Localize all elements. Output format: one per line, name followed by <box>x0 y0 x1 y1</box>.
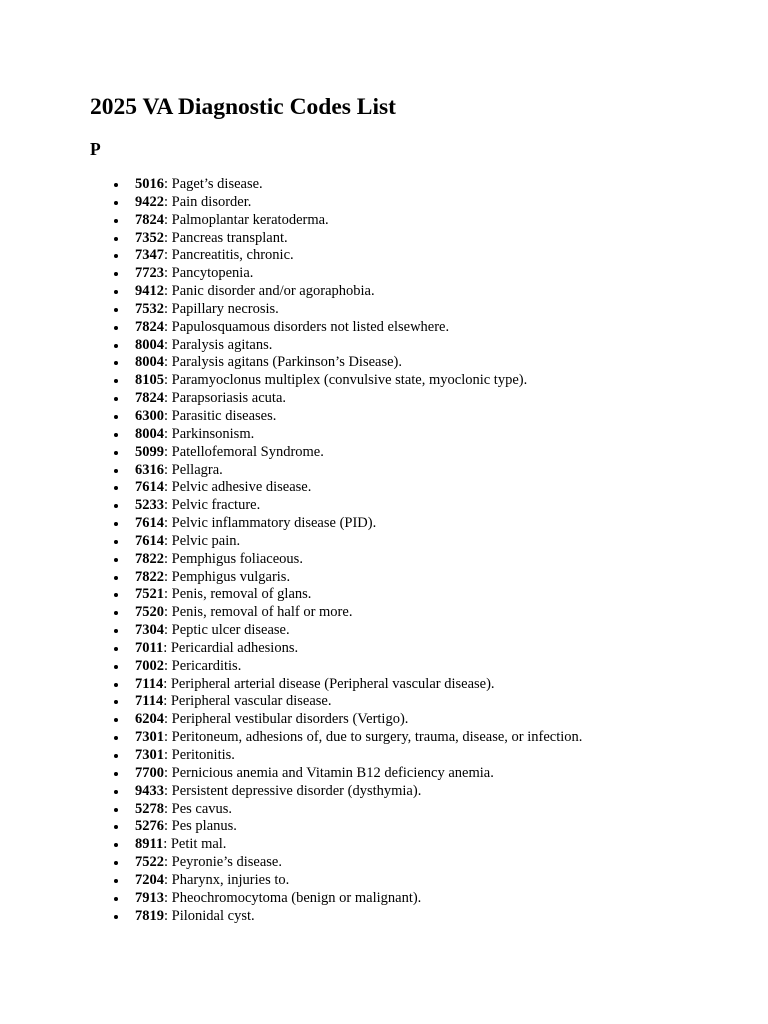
condition-description: : Pes cavus. <box>164 800 233 817</box>
diagnostic-code: 6316 <box>135 461 164 478</box>
list-item <box>110 301 750 319</box>
diagnostic-code: 7824 <box>135 318 164 335</box>
list-item <box>110 551 750 569</box>
list-item <box>110 801 750 819</box>
condition-description: : Pancreatitis, chronic. <box>164 247 294 264</box>
diagnostic-code: 7114 <box>135 693 164 710</box>
diagnostic-code: 5276 <box>135 818 164 835</box>
list-item <box>110 747 750 765</box>
condition-description: : Parasitic diseases. <box>164 407 277 424</box>
condition-description: : Peritonitis. <box>164 747 235 763</box>
diagnostic-code: 5099 <box>135 443 164 460</box>
condition-description: : Panic disorder and/or agoraphobia. <box>164 283 375 300</box>
condition-description: : Peptic ulcer disease. <box>164 622 290 639</box>
list-item <box>110 337 750 355</box>
diagnostic-code: 7723 <box>135 265 164 282</box>
condition-description: : Peritoneum, adhesions of, due to surgery, trauma, disease, or infection. <box>164 729 583 746</box>
condition-description: : Pancreas transplant. <box>164 229 288 246</box>
list-item <box>110 319 750 337</box>
diagnostic-code-list <box>110 176 750 925</box>
list-item <box>110 426 750 444</box>
diagnostic-code: 8911 <box>135 836 164 853</box>
list-item <box>110 890 750 908</box>
diagnostic-code: 7822 <box>135 550 164 567</box>
condition-description: : Pes planus. <box>164 818 237 835</box>
condition-description: : Pelvic pain. <box>164 532 241 549</box>
diagnostic-code: 7521 <box>135 586 164 603</box>
condition-description: : Parkinsonism. <box>164 425 255 442</box>
list-item <box>110 247 750 265</box>
list-item <box>110 818 750 836</box>
condition-description: : Paralysis agitans. <box>164 336 273 353</box>
condition-description: : Peripheral vascular disease. <box>163 693 332 710</box>
list-item <box>110 569 750 587</box>
list-item <box>110 194 750 212</box>
condition-description: : Penis, removal of glans. <box>164 586 312 603</box>
condition-description: : Peyronie’s disease. <box>164 854 282 871</box>
list-item <box>110 836 750 854</box>
diagnostic-code: 7114 <box>135 675 164 692</box>
condition-description: : Pemphigus vulgaris. <box>164 568 291 585</box>
list-item <box>110 176 750 194</box>
list-item <box>110 658 750 676</box>
diagnostic-code: 7352 <box>135 229 164 246</box>
condition-description: : Petit mal. <box>163 836 227 853</box>
condition-description: : Paramyoclonus multiplex (convulsive state, myoclonic type). <box>164 372 528 389</box>
diagnostic-code: 7204 <box>135 871 164 888</box>
condition-description: : Pelvic inflammatory disease (PID). <box>164 515 377 532</box>
list-item <box>110 390 750 408</box>
list-item <box>110 854 750 872</box>
diagnostic-code: 6204 <box>135 711 164 728</box>
condition-description: : Parapsoriasis acuta. <box>164 390 287 407</box>
list-item <box>110 265 750 283</box>
list-item <box>110 693 750 711</box>
diagnostic-code: 8004 <box>135 336 164 353</box>
diagnostic-code: 7614 <box>135 515 164 532</box>
diagnostic-code: 7011 <box>135 639 164 656</box>
list-item <box>110 729 750 747</box>
condition-description: : Pericarditis. <box>164 657 242 674</box>
list-item <box>110 497 750 515</box>
list-item <box>110 676 750 694</box>
condition-description: : Pain disorder. <box>164 193 252 210</box>
condition-description: : Peripheral arterial disease (Peripheral vascular disease). <box>163 675 495 692</box>
diagnostic-code: 7614 <box>135 479 164 496</box>
diagnostic-code: 6300 <box>135 407 164 424</box>
page-title: 2025 VA Diagnostic Codes List <box>90 94 396 120</box>
diagnostic-code: 9433 <box>135 782 164 799</box>
condition-description: : Pelvic adhesive disease. <box>164 479 312 496</box>
diagnostic-code: 7304 <box>135 622 164 639</box>
condition-description: : Papulosquamous disorders not listed elsewhere. <box>164 318 450 335</box>
list-item <box>110 711 750 729</box>
diagnostic-code: 8004 <box>135 425 164 442</box>
list-item <box>110 872 750 890</box>
diagnostic-code: 7614 <box>135 532 164 549</box>
list-item <box>110 230 750 248</box>
diagnostic-code: 7819 <box>135 907 164 924</box>
list-item <box>110 783 750 801</box>
list-item <box>110 908 750 926</box>
diagnostic-code: 5233 <box>135 497 164 514</box>
list-item <box>110 533 750 551</box>
condition-description: : Pelvic fracture. <box>164 497 261 514</box>
condition-description: : Pemphigus foliaceous. <box>164 550 303 567</box>
section-heading: P <box>90 139 101 159</box>
list-item <box>110 444 750 462</box>
condition-description: : Paget’s disease. <box>164 176 263 192</box>
list-item <box>110 765 750 783</box>
diagnostic-code: 8105 <box>135 372 164 389</box>
list-item <box>110 479 750 497</box>
list-item <box>110 586 750 604</box>
list-item <box>110 604 750 622</box>
condition-description: : Paralysis agitans (Parkinson’s Disease). <box>164 354 403 371</box>
condition-description: : Papillary necrosis. <box>164 300 279 317</box>
condition-description: : Pericardial adhesions. <box>163 639 299 656</box>
diagnostic-code: 7520 <box>135 604 164 621</box>
list-item <box>110 372 750 390</box>
condition-description: : Palmoplantar keratoderma. <box>164 211 329 228</box>
list-item <box>110 354 750 372</box>
condition-description: : Pilonidal cyst. <box>164 907 255 924</box>
diagnostic-code: 9422 <box>135 193 164 210</box>
diagnostic-code: 7822 <box>135 568 164 585</box>
diagnostic-code: 7347 <box>135 247 164 264</box>
diagnostic-code: 5278 <box>135 800 164 817</box>
diagnostic-code: 7532 <box>135 300 164 317</box>
list-item <box>110 515 750 533</box>
condition-description: : Pancytopenia. <box>164 265 254 282</box>
condition-description: : Pharynx, injuries to. <box>164 871 290 888</box>
diagnostic-code: 9412 <box>135 283 164 300</box>
condition-description: : Pheochromocytoma (benign or malignant). <box>164 889 422 906</box>
list-item <box>110 408 750 426</box>
condition-description: : Persistent depressive disorder (dysthymia). <box>164 782 422 799</box>
condition-description: : Penis, removal of half or more. <box>164 604 353 621</box>
diagnostic-code: 7700 <box>135 764 164 781</box>
diagnostic-code: 8004 <box>135 354 164 371</box>
condition-description: : Peripheral vestibular disorders (Vertigo). <box>164 711 409 728</box>
list-item <box>110 462 750 480</box>
condition-description: : Patellofemoral Syndrome. <box>164 443 324 460</box>
condition-description: : Pellagra. <box>164 461 223 478</box>
diagnostic-code: 7824 <box>135 390 164 407</box>
diagnostic-code: 7301 <box>135 729 164 746</box>
list-item <box>110 622 750 640</box>
list-item <box>110 640 750 658</box>
diagnostic-code: 7824 <box>135 211 164 228</box>
diagnostic-code: 7913 <box>135 889 164 906</box>
list-item <box>110 283 750 301</box>
list-item <box>110 212 750 230</box>
diagnostic-code: 7522 <box>135 854 164 871</box>
diagnostic-code: 7301 <box>135 747 164 763</box>
diagnostic-code: 7002 <box>135 657 164 674</box>
diagnostic-code: 5016 <box>135 176 164 192</box>
condition-description: : Pernicious anemia and Vitamin B12 deficiency anemia. <box>164 764 494 781</box>
